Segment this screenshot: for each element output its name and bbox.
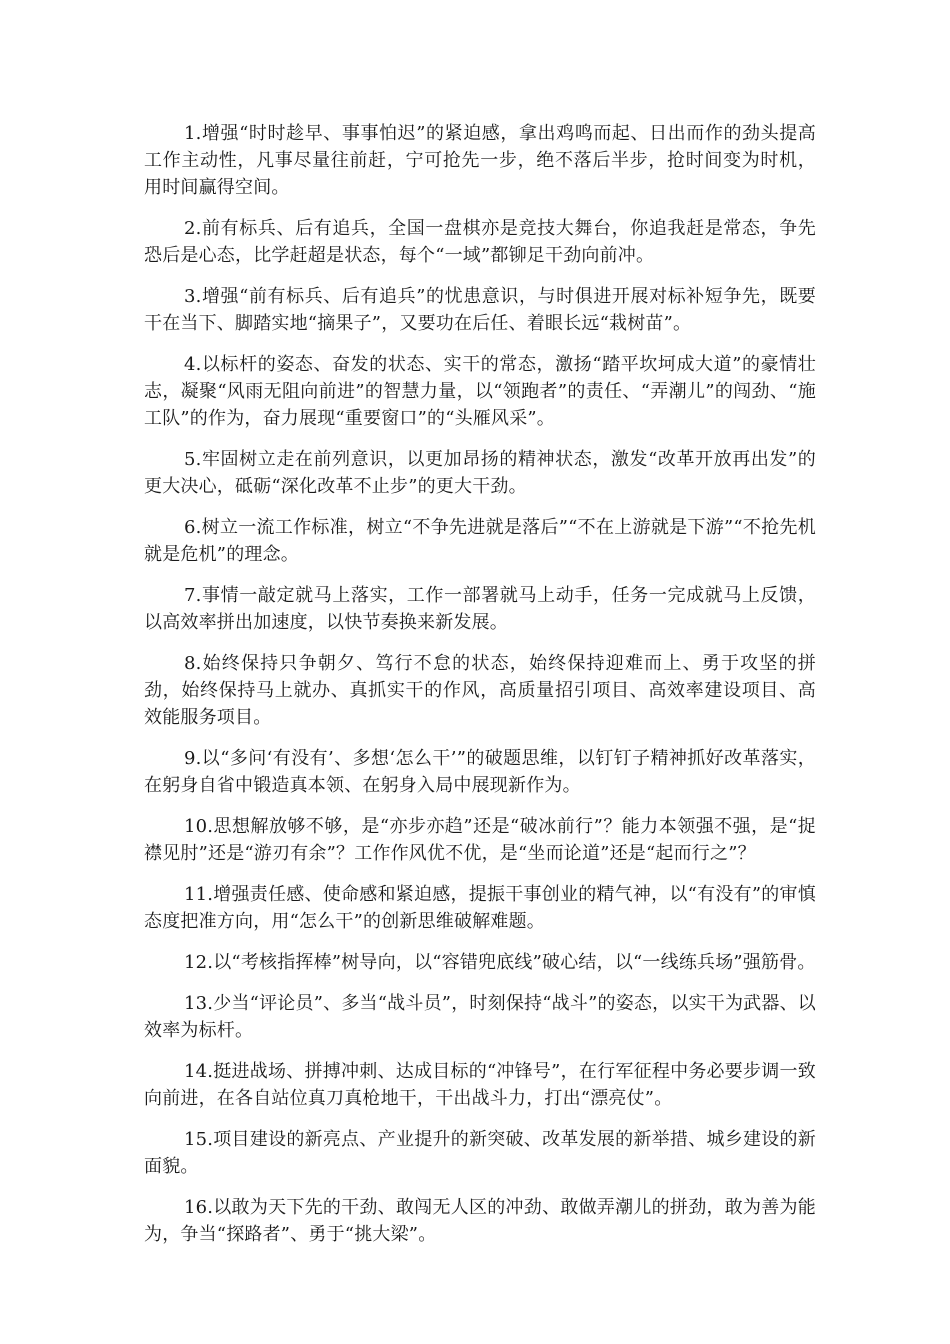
paragraph-3: 3.增强“前有标兵、后有追兵”的忧患意识，与时俱进开展对标补短争先，既要干在当下、脚踏实地“摘果子”，又要功在后任、着眼长远“栽树苗”。: [144, 286, 816, 334]
paragraph-9: 9.以“多问‘有没有’、多想‘怎么干’”的破题思维，以钉钉子精神抓好改革落实，在躬身自省中锻造真本领、在躬身入局中展现新作为。: [144, 748, 816, 796]
paragraph-4: 4.以标杆的姿态、奋发的状态、实干的常态，激扬“踏平坎坷成大道”的豪情壮志，凝聚“风雨无阻向前进”的智慧力量，以“领跑者”的责任、“弄潮儿”的闯劲、“施工队”的作为，奋力展现“重要窗口”的“头雁风采”。: [144, 354, 816, 429]
paragraph-1: 1.增强“时时趁早、事事怕迟”的紧迫感，拿出鸡鸣而起、日出而作的劲头提高工作主动性，凡事尽量往前赶，宁可抢先一步，绝不落后半步，抢时间变为时机，用时间赢得空间。: [144, 123, 816, 198]
paragraph-8: 8.始终保持只争朝夕、笃行不怠的状态，始终保持迎难而上、勇于攻坚的拼劲，始终保持马上就办、真抓实干的作风，高质量招引项目、高效率建设项目、高效能服务项目。: [144, 653, 816, 728]
paragraph-12: 12.以“考核指挥棒”树导向，以“容错兜底线”破心结，以“一线练兵场”强筋骨。: [184, 952, 816, 973]
paragraph-15: 15.项目建设的新亮点、产业提升的新突破、改革发展的新举措、城乡建设的新面貌。: [144, 1129, 816, 1177]
paragraph-2: 2.前有标兵、后有追兵，全国一盘棋亦是竞技大舞台，你追我赶是常态，争先恐后是心态，比学赶超是状态，每个“一域”都铆足干劲向前冲。: [144, 218, 816, 266]
paragraph-11: 11.增强责任感、使命感和紧迫感，提振干事创业的精气神，以“有没有”的审慎态度把准方向，用“怎么干”的创新思维破解难题。: [144, 884, 816, 932]
paragraph-14: 14.挺进战场、拼搏冲刺、达成目标的“冲锋号”，在行军征程中务必要步调一致向前进，在各自站位真刀真枪地干，干出战斗力，打出“漂亮仗”。: [144, 1061, 816, 1109]
paragraph-13: 13.少当“评论员”、多当“战斗员”，时刻保持“战斗”的姿态，以实干为武器、以效率为标杆。: [144, 993, 816, 1041]
paragraph-16: 16.以敢为天下先的干劲、敢闯无人区的冲劲、敢做弄潮儿的拼劲，敢为善为能为，争当“探路者”、勇于“挑大梁”。: [144, 1197, 816, 1245]
paragraph-10: 10.思想解放够不够，是“亦步亦趋”还是“破冰前行”？能力本领强不强，是“捉襟见肘”还是“游刃有余”？工作作风优不优，是“坐而论道”还是“起而行之”？: [144, 816, 816, 864]
document-body: [144, 120, 816, 1262]
paragraph-5: 5.牢固树立走在前列意识，以更加昂扬的精神状态，激发“改革开放再出发”的更大决心，砥砺“深化改革不止步”的更大干劲。: [144, 449, 816, 497]
paragraph-6: 6.树立一流工作标准，树立“不争先进就是落后”“不在上游就是下游”“不抢先机就是危机”的理念。: [144, 517, 816, 565]
paragraph-7: 7.事情一敲定就马上落实，工作一部署就马上动手，任务一完成就马上反馈，以高效率拼出加速度，以快节奏换来新发展。: [144, 585, 816, 633]
